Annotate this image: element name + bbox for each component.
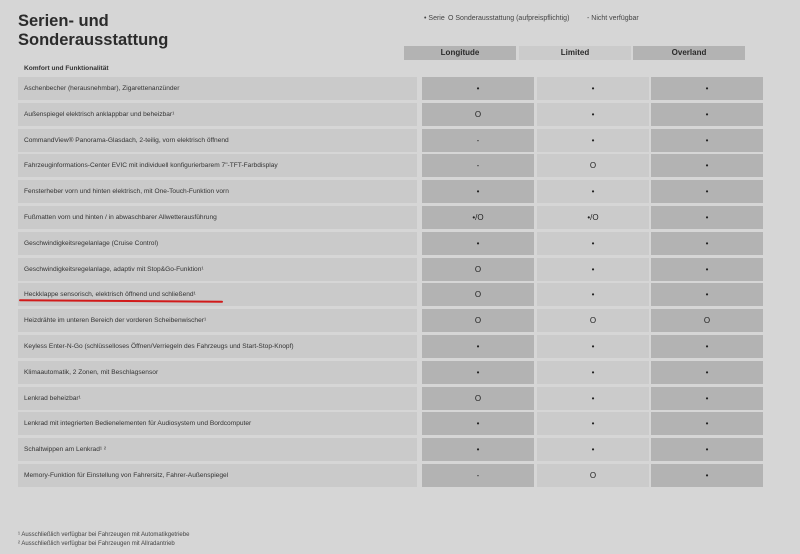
availability-cell-longitude: - [422,154,534,177]
table-row [18,309,763,332]
availability-cell-limited: •/O [537,206,649,229]
feature-label: Geschwindigkeitsregelanlage, adaptiv mit Stop&Go-Funktion¹ [18,258,417,281]
availability-cell-limited: O [537,309,649,332]
column-header-longitude: Longitude [404,46,516,60]
table-row [18,206,763,229]
availability-cell-overland: • [651,438,763,461]
availability-cell-overland: • [651,387,763,410]
availability-cell-limited: • [537,77,649,100]
availability-cell-longitude: O [422,387,534,410]
legend-serie: • Serie [424,15,445,22]
availability-cell-longitude: • [422,438,534,461]
availability-cell-overland: • [651,77,763,100]
title-line-2: Sonderausstattung [18,31,169,49]
availability-cell-longitude: •/O [422,206,534,229]
table-row [18,335,763,358]
table-row [18,77,763,100]
feature-label: Heckklappe sensorisch, elektrisch öffnend und schließend¹ [18,283,417,306]
column-header-overland: Overland [633,46,745,60]
feature-label: Geschwindigkeitsregelanlage (Cruise Control) [18,232,417,255]
availability-cell-overland: • [651,258,763,281]
table-row [18,103,763,126]
availability-cell-limited: • [537,129,649,152]
footnote-2: ² Ausschließlich verfügbar bei Fahrzeugen mit Allradantrieb [18,541,175,547]
feature-label: Fußmatten vorn und hinten / in abwaschbarer Allwetterausführung [18,206,417,229]
table-row [18,258,763,281]
availability-cell-limited: • [537,180,649,203]
table-row [18,387,763,410]
feature-label: Fensterheber vorn und hinten elektrisch, mit One-Touch-Funktion vorn [18,180,417,203]
availability-cell-overland: • [651,180,763,203]
availability-cell-longitude: • [422,361,534,384]
table-row [18,283,763,306]
availability-cell-limited: • [537,412,649,435]
availability-cell-limited: • [537,258,649,281]
feature-label: Lenkrad mit integrierten Bedienelementen für Audiosystem und Bordcomputer [18,412,417,435]
availability-cell-longitude: - [422,464,534,487]
availability-cell-longitude: O [422,103,534,126]
availability-cell-overland: • [651,412,763,435]
table-row [18,232,763,255]
availability-cell-longitude: O [422,309,534,332]
page-title [18,12,168,50]
feature-label: CommandView® Panorama-Glasdach, 2-teilig, vorn elektrisch öffnend [18,129,417,152]
column-header-limited: Limited [519,46,631,60]
availability-cell-longitude: O [422,283,534,306]
availability-cell-limited: • [537,232,649,255]
feature-label: Lenkrad beheizbar¹ [18,387,417,410]
availability-cell-longitude: O [422,258,534,281]
availability-cell-overland: O [651,309,763,332]
availability-cell-longitude: • [422,77,534,100]
availability-cell-overland: • [651,206,763,229]
table-row [18,438,763,461]
availability-cell-limited: • [537,387,649,410]
availability-cell-limited: • [537,438,649,461]
availability-cell-overland: • [651,129,763,152]
availability-cell-overland: • [651,154,763,177]
feature-label: Schaltwippen am Lenkrad¹ ² [18,438,417,461]
availability-cell-overland: • [651,335,763,358]
table-row [18,361,763,384]
footnotes [18,531,189,549]
availability-cell-limited: • [537,335,649,358]
availability-cell-longitude: - [422,129,534,152]
availability-cell-overland: • [651,464,763,487]
availability-cell-limited: • [537,103,649,126]
availability-cell-longitude: • [422,232,534,255]
availability-cell-overland: • [651,283,763,306]
availability-cell-longitude: • [422,180,534,203]
table-row [18,180,763,203]
feature-label: Aschenbecher (herausnehmbar), Zigarettenanzünder [18,77,417,100]
footnote-1: ¹ Ausschließlich verfügbar bei Fahrzeugen mit Automatikgetriebe [18,532,190,538]
availability-cell-overland: • [651,232,763,255]
availability-cell-limited: O [537,154,649,177]
legend-nicht: - Nicht verfügbar [587,15,639,22]
feature-label: Außenspiegel elektrisch anklappbar und beheizbar¹ [18,103,417,126]
section-label: Komfort und Funktionalität [24,65,109,72]
availability-cell-limited: • [537,361,649,384]
availability-cell-longitude: • [422,412,534,435]
table-row [18,412,763,435]
table-row [18,129,763,152]
table-row [18,154,763,177]
availability-cell-limited: • [537,283,649,306]
feature-label: Fahrzeuginformations-Center EVIC mit individuell konfigurierbarem 7"-TFT-Farbdisplay [18,154,417,177]
legend-sonder: O Sonderausstattung (aufpreispflichtig) [448,15,570,22]
feature-label: Klimaautomatik, 2 Zonen, mit Beschlagsensor [18,361,417,384]
feature-label: Memory-Funktion für Einstellung von Fahrersitz, Fahrer-Außenspiegel [18,464,417,487]
title-line-1: Serien- und [18,12,109,30]
feature-label: Heizdrähte im unteren Bereich der vorderen Scheibenwischer¹ [18,309,417,332]
availability-cell-longitude: • [422,335,534,358]
feature-label: Keyless Enter-N-Go (schlüsselloses Öffnen/Verriegeln des Fahrzeugs und Start-Stop-Knopf) [18,335,417,358]
availability-cell-overland: • [651,103,763,126]
table-row [18,464,763,487]
availability-cell-overland: • [651,361,763,384]
availability-cell-limited: O [537,464,649,487]
